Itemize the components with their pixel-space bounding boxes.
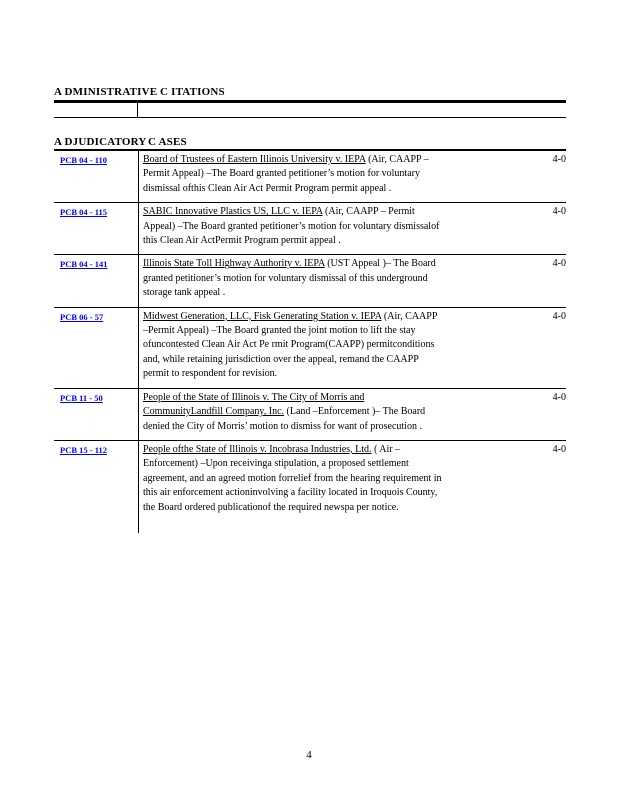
case-text: (Air, CAAPP – Permit Appeal) –The Board granted petitioner’s motion for voluntary dismissalof this Clean Air ActPermit Program permit appeal . xyxy=(143,206,440,247)
case-name: People of the State of Illinois v. The City of Morris and CommunityLandfill Company, Inc. xyxy=(143,391,365,418)
case-row xyxy=(54,440,566,533)
case-vote: 4-0 xyxy=(443,151,566,203)
case-number-link[interactable]: PCB 04 - 141 xyxy=(60,259,108,270)
case-text: ( Air –Enforcement) –Upon receivinga stipulation, a proposed settlement agreement, and an agreed motion forrelief from the hearing requirement in this air enforcement actioninvolving a facility located in Iroquois County, the Board ordered publicationof the required newspa per notice. xyxy=(143,443,442,513)
page-number: 4 xyxy=(306,749,312,761)
heading-word: C ASES xyxy=(148,136,187,148)
case-text: (Air, CAAPP –Permit Appeal) –The Board granted petitioner’s motion for voluntary dismissal ofthis Clean Air Act Permit Program permit appeal . xyxy=(143,154,429,194)
case-number-cell xyxy=(54,151,139,203)
heading-rule xyxy=(54,100,566,103)
case-row xyxy=(54,151,566,203)
case-number-cell xyxy=(54,307,139,388)
case-description xyxy=(139,255,444,307)
case-number-cell xyxy=(54,440,139,533)
heading-word: A DJUDICATORY xyxy=(54,136,147,148)
case-description xyxy=(139,440,444,533)
case-description xyxy=(139,151,444,203)
case-row xyxy=(54,255,566,307)
empty-table-rule xyxy=(54,117,566,118)
case-vote: 4-0 xyxy=(443,255,566,307)
case-name: SABIC Innovative Plastics US, LLC v. IEPA xyxy=(143,206,323,218)
case-name: Illinois State Toll Highway Authority v. IEPA xyxy=(143,258,325,270)
case-number-cell xyxy=(54,255,139,307)
case-text: (Air, CAAPP –Permit Appeal) –The Board granted the joint motion to lift the stay ofuncontested Clean Air Act Pe rmit Program(CAAPP) permitconditions and, while retaining jurisdiction over the appeal, remand the CAAPP permit to respondent for revision. xyxy=(143,310,438,380)
case-text: (UST Appeal )– The Board granted petitioner’s motion for voluntary dismissal of this underground storage tank appeal . xyxy=(143,258,436,299)
case-name: Midwest Generation, LLC, Fisk Generating Station v. IEPA xyxy=(143,310,382,322)
case-text: (Land –Enforcement )– The Board denied the City of Morris’ motion to dismiss for want of prosecution . xyxy=(143,406,426,432)
case-name: People ofthe State of Illinois v. Incobrasa Industries, Ltd. xyxy=(143,443,372,455)
case-number-link[interactable]: PCB 15 - 112 xyxy=(60,444,107,455)
case-row xyxy=(54,307,566,388)
case-row xyxy=(54,203,566,255)
empty-table-divider xyxy=(137,103,138,117)
case-vote: 4-0 xyxy=(443,203,566,255)
case-description xyxy=(139,388,444,440)
case-vote: 4-0 xyxy=(443,307,566,388)
case-vote: 4-0 xyxy=(552,443,566,455)
case-row xyxy=(54,388,566,440)
administrative-citations-heading xyxy=(54,86,225,98)
case-description xyxy=(139,307,444,388)
adjudicatory-cases-heading xyxy=(54,136,187,148)
heading-word: A DMINISTRATIVE xyxy=(54,86,158,98)
case-number-link[interactable]: PCB 11 - 50 xyxy=(60,392,103,403)
case-number-cell xyxy=(54,388,139,440)
case-number-link[interactable]: PCB 04 - 115 xyxy=(60,207,107,218)
case-number-cell xyxy=(54,203,139,255)
case-name: Board of Trustees of Eastern Illinois University v. IEPA xyxy=(143,154,366,165)
case-number-link[interactable]: PCB 06 - 57 xyxy=(60,311,104,322)
cases-table xyxy=(54,151,566,533)
case-vote: 4-0 xyxy=(443,388,566,440)
case-description xyxy=(139,203,444,255)
heading-word: C ITATIONS xyxy=(160,86,225,98)
case-number-link[interactable]: PCB 04 - 110 xyxy=(60,155,107,165)
